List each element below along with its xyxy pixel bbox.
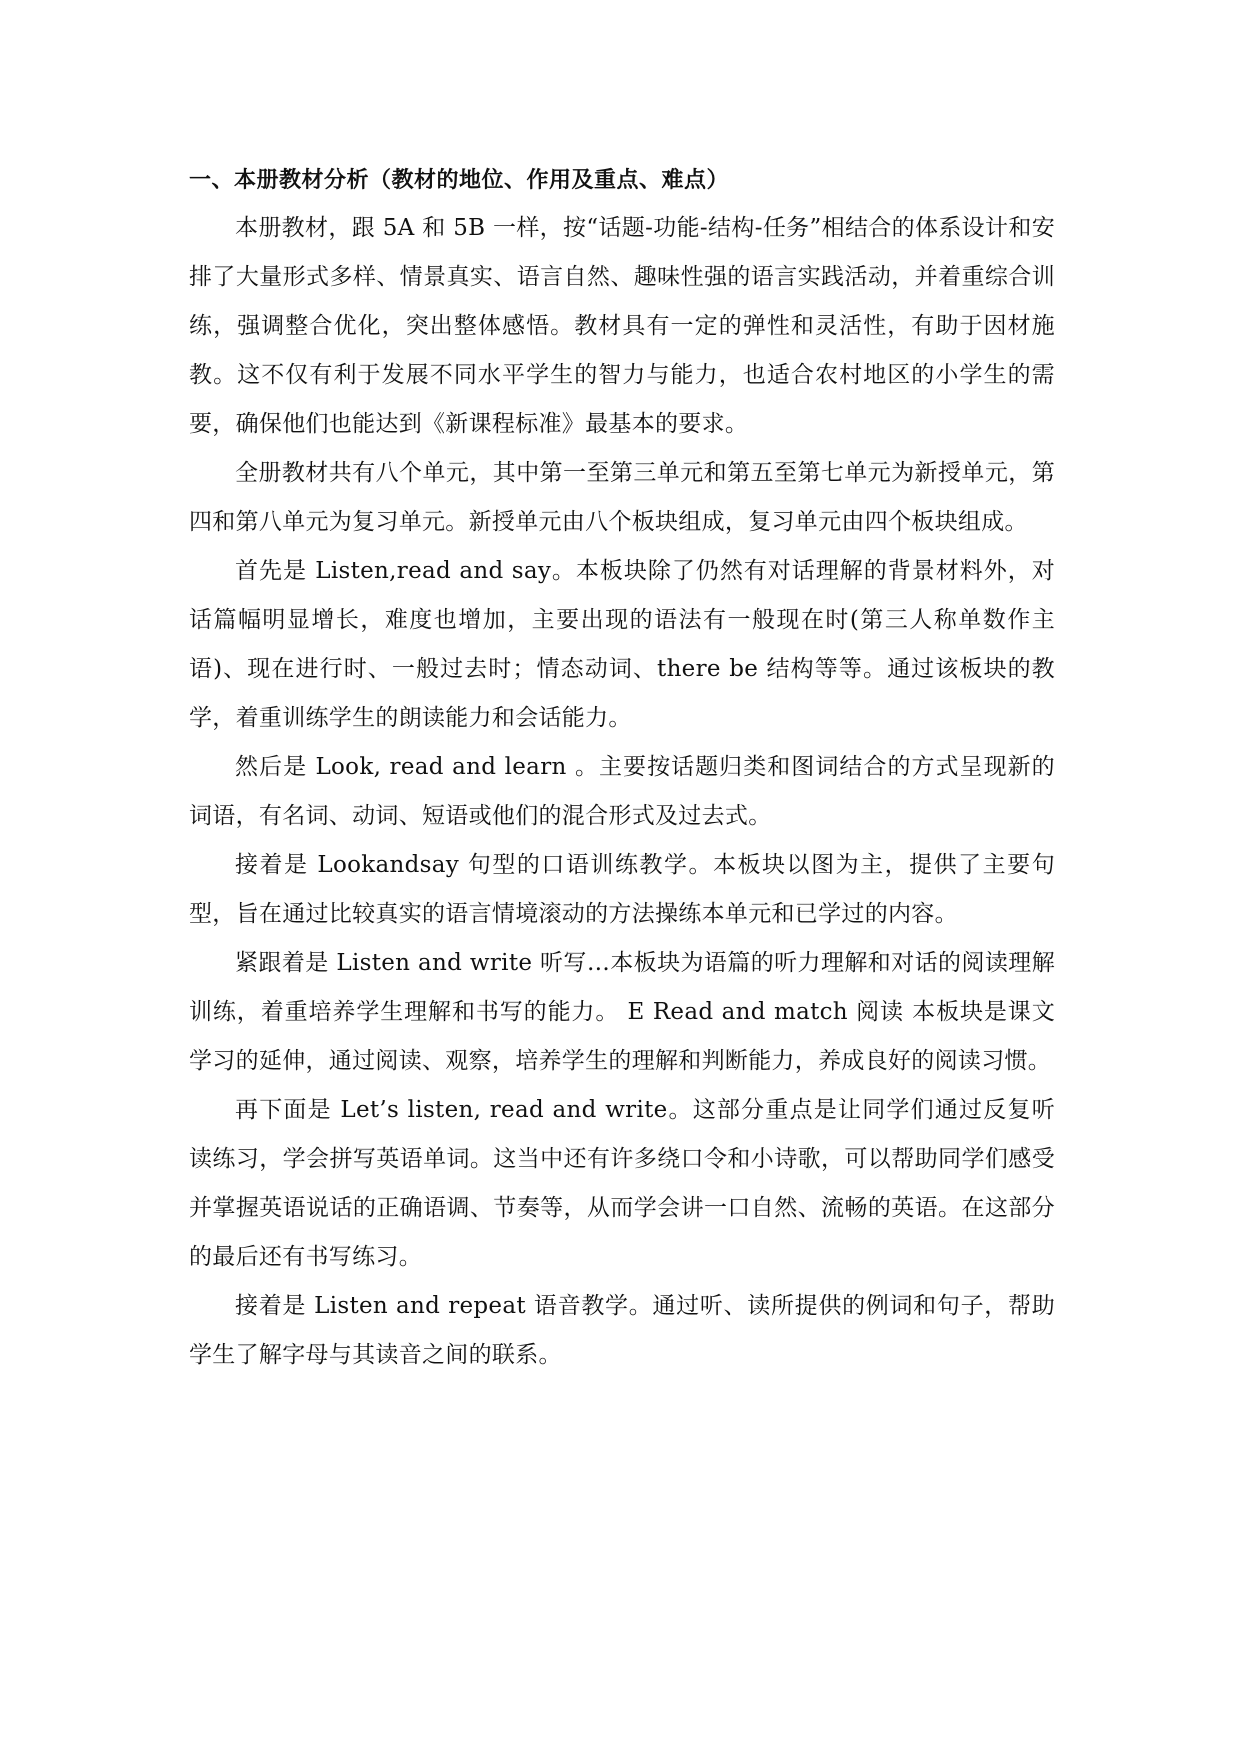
paragraph-look-and-say: 接着是 Lookandsay 句型的口语训练教学。本板块以图为主，提供了主要句型，旨在通过比较真实的语言情境滚动的方法操练本单元和已学过的内容。: [189, 852, 1055, 927]
paragraph-units: 全册教材共有八个单元，其中第一至第三单元和第五至第七单元为新授单元，第四和第八单元为复习单元。新授单元由八个板块组成，复习单元由四个板块组成。: [189, 460, 1055, 535]
paragraph-listen-read-say: 首先是 Listen,read and say。本板块除了仍然有对话理解的背景材料外，对话篇幅明显增长，难度也增加，主要出现的语法有一般现在时(第三人称单数作主语)、现在进行时、一般过去时；情态动词、there be 结构等等。通过该板块的教学，着重训练学生的朗读能力和会话能力。: [189, 558, 1055, 731]
paragraph-intro: 本册教材，跟 5A 和 5B 一样，按“话题-功能-结构-任务”相结合的体系设计和安排了大量形式多样、情景真实、语言自然、趣味性强的语言实践活动，并着重综合训练，强调整合优化，突出整体感悟。教材具有一定的弹性和灵活性，有助于因材施教。这不仅有利于发展不同水平学生的智力与能力，也适合农村地区的小学生的需要，确保他们也能达到《新课程标准》最基本的要求。: [189, 215, 1055, 437]
paragraph-look-read-learn: 然后是 Look, read and learn 。主要按话题归类和图词结合的方式呈现新的词语，有名词、动词、短语或他们的混合形式及过去式。: [189, 754, 1055, 829]
document-body: [189, 160, 1055, 1380]
section-heading: 一、本册教材分析（教材的地位、作用及重点、难点）: [189, 167, 730, 193]
paragraph-lets-listen-read-write: 再下面是 Let’s listen, read and write。这部分重点是让同学们通过反复听读练习，学会拼写英语单词。这当中还有许多绕口令和小诗歌，可以帮助同学们感受并掌握英语说话的正确语调、节奏等，从而学会讲一口自然、流畅的英语。在这部分的最后还有书写练习。: [189, 1097, 1055, 1270]
paragraph-listen-and-write: 紧跟着是 Listen and write 听写…本板块为语篇的听力理解和对话的阅读理解训练，着重培养学生理解和书写的能力。 E Read and match 阅读 本板块是课文学习的延伸，通过阅读、观察，培养学生的理解和判断能力，养成良好的阅读习惯。: [189, 950, 1055, 1074]
paragraph-listen-and-repeat: 接着是 Listen and repeat 语音教学。通过听、读所提供的例词和句子，帮助学生了解字母与其读音之间的联系。: [189, 1293, 1055, 1368]
